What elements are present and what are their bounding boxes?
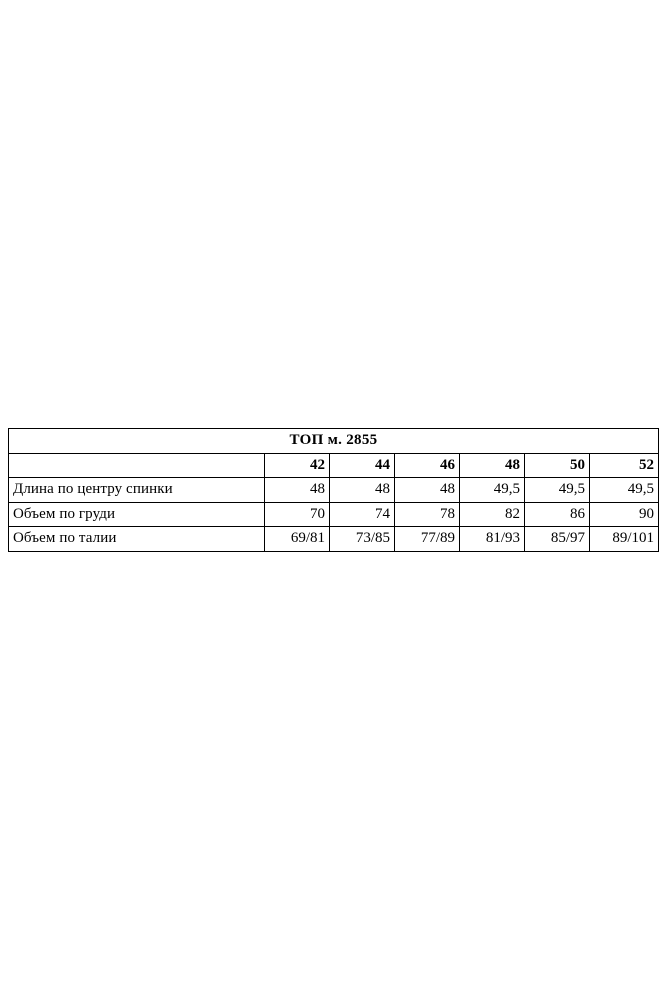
cell-bust-50: 86 — [525, 502, 590, 527]
row-label-bust: Объем по груди — [9, 502, 265, 527]
row-label-length: Длина по центру спинки — [9, 478, 265, 503]
cell-bust-52: 90 — [590, 502, 659, 527]
cell-bust-44: 74 — [330, 502, 395, 527]
size-header-46: 46 — [395, 453, 460, 478]
cell-length-48: 49,5 — [460, 478, 525, 503]
cell-length-52: 49,5 — [590, 478, 659, 503]
cell-bust-42: 70 — [265, 502, 330, 527]
table-title-row — [9, 429, 659, 454]
table-row — [9, 527, 659, 552]
cell-length-42: 48 — [265, 478, 330, 503]
cell-length-50: 49,5 — [525, 478, 590, 503]
size-header-50: 50 — [525, 453, 590, 478]
size-header-44: 44 — [330, 453, 395, 478]
cell-bust-46: 78 — [395, 502, 460, 527]
size-header-52: 52 — [590, 453, 659, 478]
size-header-42: 42 — [265, 453, 330, 478]
size-table — [8, 428, 659, 552]
size-table-container — [8, 428, 658, 552]
header-empty-cell — [9, 453, 265, 478]
table-title: ТОП м. 2855 — [9, 429, 659, 454]
cell-length-44: 48 — [330, 478, 395, 503]
cell-bust-48: 82 — [460, 502, 525, 527]
row-label-waist: Объем по талии — [9, 527, 265, 552]
cell-waist-44: 73/85 — [330, 527, 395, 552]
table-row — [9, 502, 659, 527]
cell-waist-48: 81/93 — [460, 527, 525, 552]
cell-waist-52: 89/101 — [590, 527, 659, 552]
table-row — [9, 478, 659, 503]
cell-waist-50: 85/97 — [525, 527, 590, 552]
size-header-48: 48 — [460, 453, 525, 478]
cell-waist-46: 77/89 — [395, 527, 460, 552]
cell-waist-42: 69/81 — [265, 527, 330, 552]
table-header-row — [9, 453, 659, 478]
cell-length-46: 48 — [395, 478, 460, 503]
